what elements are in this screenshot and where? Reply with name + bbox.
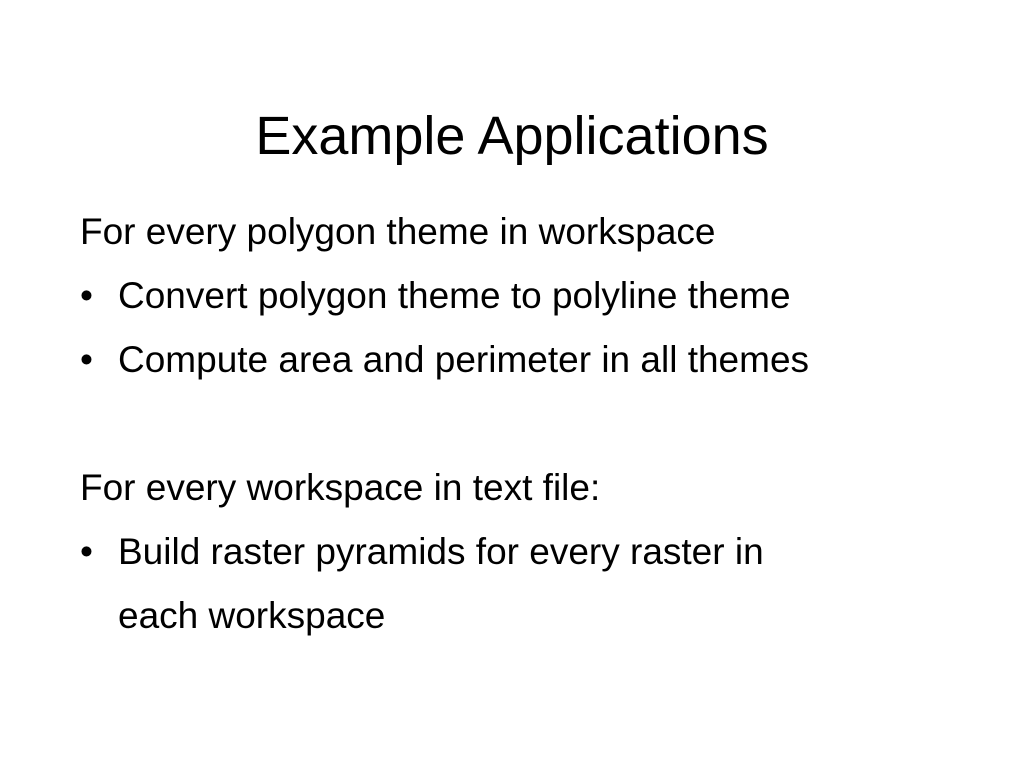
bullet-text-line: Build raster pyramids for every raster in bbox=[118, 531, 764, 572]
bullet-icon: • bbox=[80, 339, 93, 380]
section-heading-workspace: For every workspace in text file: bbox=[80, 467, 601, 508]
section-spacer bbox=[80, 392, 980, 456]
bullet-icon: • bbox=[80, 275, 93, 316]
bullet-icon: • bbox=[80, 531, 93, 572]
slide-body bbox=[80, 200, 980, 648]
bullet-text: Convert polygon theme to polyline theme bbox=[118, 275, 791, 316]
bullet-item bbox=[80, 264, 980, 328]
slide-title: Example Applications bbox=[255, 106, 769, 166]
bullet-text-line: each workspace bbox=[118, 595, 386, 636]
bullet-text: Compute area and perimeter in all themes bbox=[118, 339, 810, 380]
bullet-item bbox=[80, 520, 980, 648]
bullet-text-block bbox=[118, 520, 764, 648]
section-heading-polygon: For every polygon theme in workspace bbox=[80, 211, 716, 252]
bullet-item bbox=[80, 328, 980, 392]
